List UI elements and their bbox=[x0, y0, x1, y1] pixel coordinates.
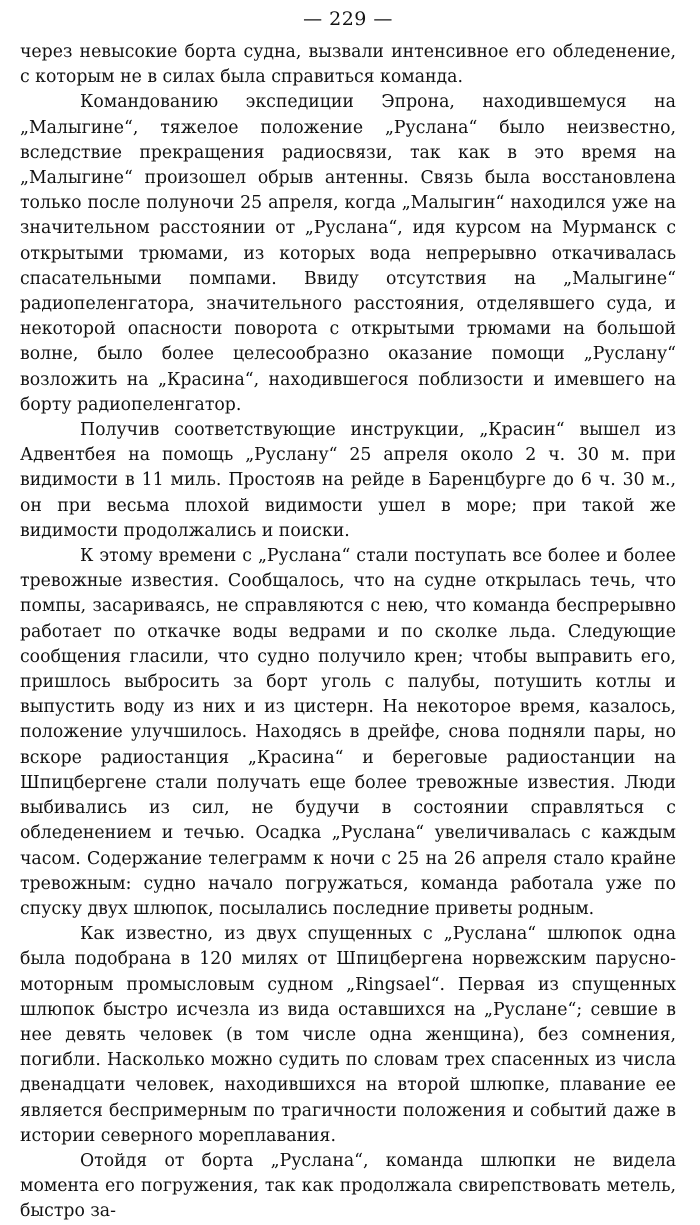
paragraph-1: через невысокие борта судна, вызвали интенсивное его обледенение, с которым не в силах была справиться команда. bbox=[20, 42, 676, 88]
paragraph-6: Отойдя от борта „Руслана“, команда шлюпки не видела момента его погружения, так как продолжала свирепствовать метель, быстро за- bbox=[20, 1150, 676, 1222]
paragraph-5: Как известно, из двух спущенных с „Руслана“ шлюпок одна была подобрана в 120 милях от Шпицбергена норвежским парусно-моторным промысловым судном „Ringsael“. Первая из спущенных шлюпок быстро исчезла из вида оставшихся на „Руслане“; севшие в нее девять человек (в том числе одна женщина), без сомнения, погибли. Насколько можно судить по словам трех спасенных из числа двенадцати человек, находившихся на второй шлюпке, плавание ее является беспримерным по трагичности положения и событий даже в истории северного мореплавания. bbox=[20, 924, 676, 1146]
paragraph-2: Командованию экспедиции Эпрона, находившемуся на „Малыгине“, тяжелое положение „Руслана“ было неизвестно, вследствие прекращения радиосвязи, так как в это время на „Малыгине“ произошел обрыв антенны. Связь была восстановлена только после полуночи 25 апреля, когда „Малыгин“ находился уже на значительном расстоянии от „Руслана“, идя курсом на Мурманск с открытыми трюмами, из которых вода непрерывно откачивалась спасательными помпами. Ввиду отсутствия на „Малыгине“ радиопеленгатора, значительного расстояния, отделявшего суда, и некоторой опасности поворота с открытыми трюмами на большой волне, было более целесообразно оказание помощи „Руслану“ возложить на „Красина“, находившегося поблизости и имевшего на борту радиопеленгатор. bbox=[20, 92, 676, 415]
page-number: — 229 — bbox=[303, 8, 393, 30]
paragraph-3: Получив соответствующие инструкции, „Красин“ вышел из Адвентбея на помощь „Руслану“ 25 апреля около 2 ч. 30 м. при видимости в 11 миль. Простояв на рейде в Баренцбурге до 6 ч. 30 м., он при весьма плохой видимости ушел в море; при такой же видимости продолжались и поиски. bbox=[20, 420, 676, 541]
paragraph-4: К этому времени с „Руслана“ стали поступать все более и более тревожные известия. Сообщалось, что на судне открылась течь, что помпы, засариваясь, не справляются с нею, что команда беспрерывно работает по откачке воды ведрами и по сколке льда. Следующие сообщения гласили, что судно получило крен; чтобы выправить его, пришлось выбросить за борт уголь с палубы, потушить котлы и выпустить воду из них и из цистерн. На некоторое время, казалось, положение улучшилось. Находясь в дрейфе, снова подняли пары, но вскоре радиостанция „Красина“ и береговые радиостанции на Шпицбергене стали получать еще более тревожные известия. Люди выбивались из сил, не будучи в состоянии справляться с обледенением и течью. Осадка „Руслана“ увеличивалась с каждым часом. Содержание телеграмм к ночи с 25 на 26 апреля стало крайне тревожным: судно начало погружаться, команда работала уже по спуску двух шлюпок, посылались последние приветы родным. bbox=[20, 546, 676, 919]
body-text bbox=[20, 40, 676, 1225]
